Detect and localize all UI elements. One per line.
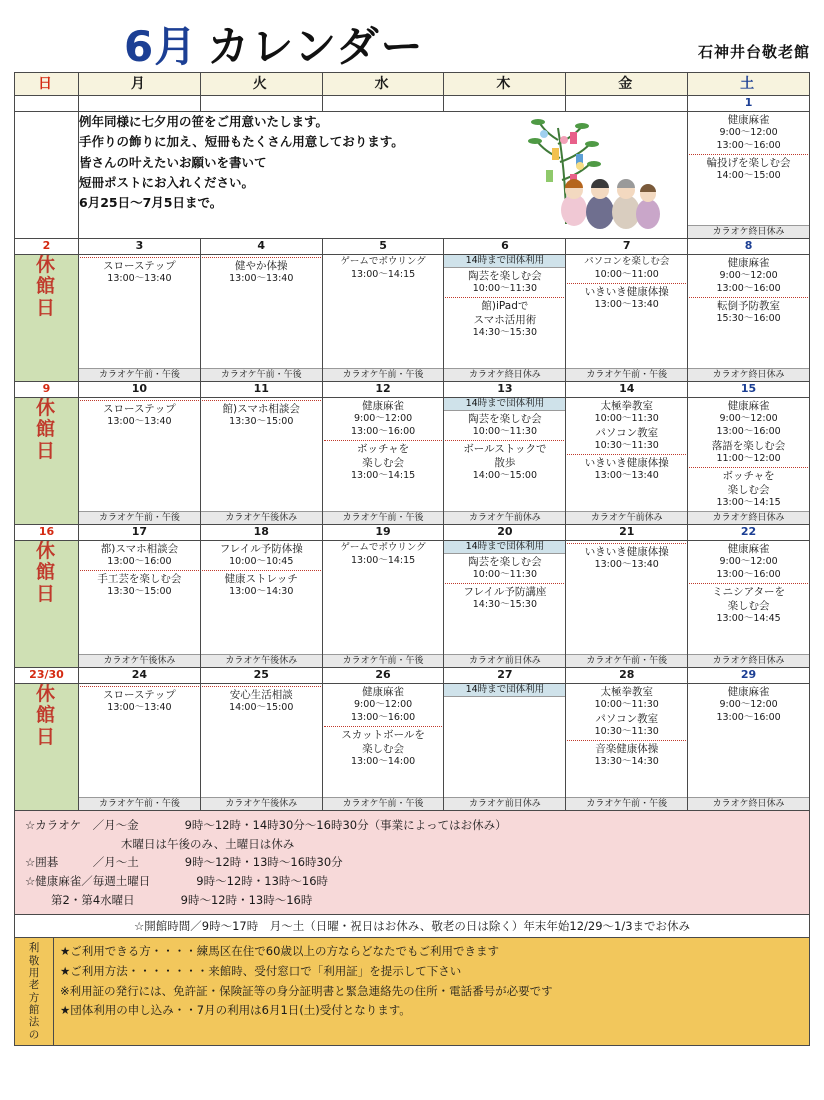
day-events [444,268,565,340]
group-use-banner: 14時まで団体利用 [444,541,565,554]
event-line: いきいき健康体操 [567,543,686,559]
date-number: 8 [688,239,810,255]
dow-tue: 火 [200,73,322,96]
date-number [200,96,322,112]
event-line: パソコン教室 [595,712,659,725]
event-line: 9:00～12:00 [719,556,778,568]
day-cell [322,255,444,382]
side-label-char: 老 [28,979,40,992]
week-content-row [15,112,810,239]
day-events [323,541,444,568]
day-cell [688,684,810,811]
day-cell [200,684,322,811]
usage-lines [54,938,809,1045]
event-line: 散歩 [494,457,516,470]
day-cell [200,255,322,382]
event-line: 太極拳教室 [600,400,653,412]
day-cell [688,398,810,525]
day-events [444,554,565,612]
date-number: 14 [566,382,688,398]
event-line: 音楽健康体操 [567,740,686,756]
karaoke-note: カラオケ終日休み [444,368,565,381]
notice-line: 手作りの飾りに加え、短冊もたくさん用意しております。 [79,134,404,150]
side-label-char: 方 [28,991,40,1004]
event-line: 9:00～12:00 [719,413,778,425]
day-events [323,398,444,483]
event-line: 楽しむ会 [727,599,770,612]
day-cell [444,684,566,811]
event-line: 14:00～15:00 [229,702,294,714]
event-line: パソコンを楽しむ会 [584,256,670,267]
date-number: 7 [566,239,688,255]
date-number: 19 [322,525,444,541]
dow-header-row [15,73,810,96]
date-number: 28 [566,668,688,684]
date-number: 10 [79,382,201,398]
notice-line: 6月25日～7月5日まで。 [79,195,223,210]
calendar-word: カレンダー [207,22,425,71]
day-cell [688,541,810,668]
date-number: 21 [566,525,688,541]
event-line: 14:30～15:30 [472,327,538,339]
event-line: 健康麻雀 [362,686,405,698]
day-events [201,684,322,715]
event-line: 館)iPadで [445,297,564,313]
date-number: 12 [322,382,444,398]
event-line: 楽しむ会 [362,456,405,469]
event-line: 10:00～11:30 [472,569,538,581]
week-number-row [15,525,810,541]
empty-cell [15,112,79,239]
note-value: 9時～12時・13時～16時 [150,873,329,888]
day-events [323,255,444,282]
closed-day-cell: 休 館 日 [15,255,79,382]
notice-line: 例年同様に七夕用の笹をご用意いたします。 [79,114,329,129]
side-label-char: 用 [28,966,40,979]
week-number-row [15,382,810,398]
day-events [688,541,809,626]
event-line: 13:00～16:00 [716,282,781,294]
event-line: 都)スマホ相談会 [100,543,179,555]
event-line: 13:00～14:15 [350,268,416,280]
event-line: スローステップ [80,686,199,702]
event-line: 転倒予防教室 [689,297,808,313]
event-line: 楽しむ会 [362,742,405,755]
event-line: 10:00～11:30 [594,699,659,711]
date-number: 27 [444,668,566,684]
day-cell [566,255,688,382]
week-number-row [15,668,810,684]
note-value: 9時～12時・13時～16時30分 [138,855,343,870]
event-line: スローステップ [80,257,199,273]
event-line: 陶芸を楽しむ会 [468,413,542,425]
event-line: 落語を楽しむ会 [711,439,786,452]
opening-hours-note: ☆開館時間／9時～17時 月～土（日曜・祝日はお休み、敬老の日は除く）年末年始12/29～1/3までお休み [14,915,810,938]
karaoke-note: カラオケ前日休み [444,654,565,667]
event-line: 健康麻雀 [727,400,770,412]
event-line: 太極拳教室 [600,686,653,698]
calendar-table [14,72,810,811]
event-line: フレイル予防講座 [445,583,564,599]
event-line: パソコン教室 [595,426,659,439]
week-number-row [15,96,810,112]
event-line: 13:30～14:30 [594,756,659,768]
event-line: 13:00～16:00 [350,711,416,723]
usage-line: ★ご利用方法・・・・・・・来館時、受付窓口で「利用証」を提示して下さい [60,963,462,978]
group-use-banner: 14時まで団体利用 [444,684,565,697]
karaoke-note: カラオケ午前・午後 [566,368,687,381]
day-events [688,112,809,183]
karaoke-note: カラオケ午前・午後 [323,368,444,381]
week-number-row [15,239,810,255]
date-number: 25 [200,668,322,684]
tanabata-illustration [508,114,683,232]
event-line: 11:00～12:00 [716,452,781,464]
tanabata-notice-cell [79,112,688,239]
day-cell [322,541,444,668]
schedule-note-line [25,891,801,910]
dow-sun: 日 [15,73,79,96]
event-line: スマホ活用術 [473,314,537,327]
event-line: 9:00～12:00 [719,127,778,139]
day-cell [444,398,566,525]
date-number: 29 [688,668,810,684]
karaoke-note: カラオケ終日休み [688,797,809,810]
day-events [444,697,565,698]
event-line: 13:00～16:00 [107,556,172,568]
event-line: 13:00～16:00 [716,425,781,437]
week-content-row [15,398,810,525]
dow-wed: 水 [322,73,444,96]
date-number: 22 [688,525,810,541]
event-line: 13:00～13:40 [229,273,294,285]
event-line: 陶芸を楽しむ会 [468,270,542,282]
side-label-char: 敬 [28,954,40,967]
event-line: 9:00～12:00 [353,699,413,711]
day-events [79,541,200,599]
karaoke-note: カラオケ午前・午後 [79,797,200,810]
day-cell [79,541,201,668]
karaoke-note: カラオケ午前・午後 [566,797,687,810]
usage-side-label [15,938,54,1045]
day-events [79,398,200,429]
date-number-sunday: 2 [15,239,79,255]
notice-line: 皆さんの叶えたいお願いを書いて [79,154,267,170]
event-line: 13:00～16:00 [716,711,781,723]
tanabata-illustration-svg [508,114,683,232]
day-events [323,684,444,769]
day-cell [322,398,444,525]
event-line: 健康麻雀 [727,114,770,126]
date-number-sunday: 16 [15,525,79,541]
date-number: 15 [688,382,810,398]
day-events [688,255,809,326]
karaoke-note: カラオケ午後休み [79,654,200,667]
event-line: 13:00～13:40 [594,470,659,482]
event-line: 14:00～15:00 [716,169,781,181]
day-cell [566,398,688,525]
note-value: 9時～12時・13時～16時 [134,892,313,907]
date-number: 3 [79,239,201,255]
event-line: 13:00～16:00 [716,139,781,151]
side-label-char: の [28,1028,40,1041]
dow-fri: 金 [566,73,688,96]
day-events [201,541,322,599]
day-cell [566,541,688,668]
karaoke-note: カラオケ午後休み [201,797,322,810]
event-line: 13:00～14:30 [229,586,294,598]
event-line: スローステップ [80,400,199,416]
karaoke-note: カラオケ午前・午後 [323,511,444,524]
date-number: 26 [322,668,444,684]
karaoke-note: カラオケ終日休み [688,511,809,524]
date-number-sunday: 9 [15,382,79,398]
event-line: 13:00～13:40 [594,298,659,310]
event-line: 10:30～11:30 [594,440,659,452]
event-line: 健康麻雀 [727,543,770,555]
schedule-note-line [25,872,801,891]
day-cell [688,255,810,382]
event-line: 9:00～12:00 [719,270,778,282]
karaoke-note: カラオケ午前・午後 [79,511,200,524]
group-use-banner: 14時まで団体利用 [444,255,565,268]
event-line: 13:30～15:00 [107,586,172,598]
karaoke-note: カラオケ午前・午後 [79,368,200,381]
week-content-row [15,541,810,668]
event-line: いきいき健康体操 [567,283,686,299]
event-line: 10:00～11:30 [594,413,659,425]
karaoke-note: カラオケ午前休み [566,511,687,524]
karaoke-note: カラオケ午前・午後 [323,797,444,810]
event-line: 14:30～15:30 [472,599,538,611]
day-events [79,684,200,715]
karaoke-note: カラオケ前日休み [444,797,565,810]
closed-day-cell: 休 館 日 [15,541,79,668]
date-number: 20 [444,525,566,541]
event-line: 10:30～11:30 [594,726,659,738]
month-title: 6月 [124,22,198,71]
day-cell [688,112,810,239]
schedule-note-line [25,816,801,835]
schedule-notes [14,811,810,915]
event-line: ボッチャを [324,440,443,456]
date-number [79,96,201,112]
event-line: 13:00～13:40 [107,702,172,714]
event-line: 健康麻雀 [362,400,405,412]
event-line: 13:00～14:15 [716,497,781,509]
closed-day-cell: 休 館 日 [15,398,79,525]
event-line: ミニシアターを [689,583,808,599]
event-line: 安心生活相談 [202,686,321,702]
event-line: 13:00～13:40 [594,559,659,571]
date-number: 4 [200,239,322,255]
day-events [688,684,809,725]
event-line: 陶芸を楽しむ会 [468,556,542,568]
usage-line: ★団体利用の申し込み・・7月の利用は6月1日(土)受付となります。 [60,1003,411,1018]
event-line: ボールストックで [445,440,564,456]
event-line: 手工芸を楽しむ会 [80,570,199,586]
event-line: 13:00～13:40 [107,273,172,285]
day-events [566,398,687,483]
facility-name: 石神井台敬老館 [697,43,810,61]
date-number: 6 [444,239,566,255]
event-line: ゲームでボウリング [340,256,426,267]
event-line: スカットボールを [324,726,443,742]
note-value: 9時～12時・14時30分～16時30分（事業によってはお休み） [138,818,507,832]
day-events [79,255,200,286]
event-line: いきいき健康体操 [567,454,686,470]
closed-day-cell: 休 館 日 [15,684,79,811]
dow-thu: 木 [444,73,566,96]
day-events [566,541,687,572]
date-number-sunday: 23/30 [15,668,79,684]
karaoke-note: カラオケ午前・午後 [323,654,444,667]
day-cell [566,684,688,811]
note-label: 第2・第4水曜日 [51,892,135,907]
event-line: ボッチャを [689,467,808,483]
date-number: 5 [322,239,444,255]
note-label: ☆カラオケ ／月～金 [25,818,139,832]
karaoke-note: カラオケ午後休み [201,654,322,667]
day-cell [79,398,201,525]
event-line: 健やか体操 [202,257,321,273]
day-cell [444,541,566,668]
day-cell [200,541,322,668]
event-line: 13:00～13:40 [107,416,172,428]
note-label: ☆囲碁 ／月～土 [25,855,139,870]
usage-line: ★ご利用できる方・・・・練馬区在住で60歳以上の方ならどなたでもご利用できます [60,944,499,959]
karaoke-note: カラオケ午前・午後 [566,654,687,667]
day-events [444,411,565,483]
day-cell [79,684,201,811]
day-events [688,398,809,510]
event-line: 10:00～11:30 [472,283,538,295]
note-label: ☆健康麻雀／毎週土曜日 [25,873,151,888]
date-number-sunday [15,96,79,112]
event-line: 健康ストレッチ [202,570,321,586]
karaoke-note: カラオケ午後休み [201,511,322,524]
event-line: 館)スマホ相談会 [202,400,321,416]
event-line: 10:00～11:00 [594,268,659,280]
side-label-char: 利 [28,942,40,955]
usage-line: ※利用証の発行には、免許証・保険証等の身分証明書と緊急連絡先の住所・電話番号が必要です [60,983,553,998]
event-line: 13:00～14:15 [350,554,416,566]
week-content-row [15,684,810,811]
event-line: 13:00～16:00 [350,425,416,437]
day-events [566,255,687,312]
event-line: 9:00～12:00 [719,699,778,711]
side-label-char: 法 [28,1016,40,1029]
day-cell [444,255,566,382]
day-cell [322,684,444,811]
day-cell [200,398,322,525]
day-events [201,255,322,286]
usage-box [14,938,810,1046]
karaoke-note: カラオケ終日休み [688,654,809,667]
date-number [322,96,444,112]
event-line: 健康麻雀 [727,686,770,698]
dow-mon: 月 [79,73,201,96]
event-line: 15:30～16:00 [716,312,781,324]
date-number: 1 [688,96,810,112]
day-events [566,684,687,769]
event-line: 14:00～15:00 [472,470,538,482]
date-number [566,96,688,112]
event-line: 13:00～14:00 [350,756,416,768]
event-line: 13:30～15:00 [229,416,294,428]
date-number: 13 [444,382,566,398]
week-content-row [15,255,810,382]
date-number: 17 [79,525,201,541]
date-number: 18 [200,525,322,541]
karaoke-note: カラオケ午前休み [444,511,565,524]
event-line: 10:00～10:45 [229,556,294,568]
page-header [14,10,810,71]
side-label-char: 館 [28,1004,40,1016]
group-use-banner: 14時まで団体利用 [444,398,565,411]
day-cell [79,255,201,382]
event-line: 楽しむ会 [727,483,770,496]
event-line: ゲームでボウリング [340,542,426,553]
event-line: 健康麻雀 [727,257,770,269]
schedule-note-line: 木曜日は午後のみ、土曜日は休み [121,836,295,851]
date-number: 11 [200,382,322,398]
event-line: 9:00～12:00 [353,413,413,425]
day-events [201,398,322,429]
dow-sat: 土 [688,73,810,96]
karaoke-note: カラオケ終日休み [688,368,809,381]
event-line: 13:00～14:15 [350,470,416,482]
notice-line: 短冊ポストにお入れください。 [79,174,255,190]
schedule-note-line [25,853,801,872]
event-line: 10:00～11:30 [472,426,538,438]
event-line: 輪投げを楽しむ会 [689,154,808,170]
event-line: フレイル予防体操 [219,543,303,555]
date-number [444,96,566,112]
event-line: 13:00～14:45 [716,613,781,625]
date-number: 24 [79,668,201,684]
event-line: 13:00～16:00 [716,568,781,580]
karaoke-note: カラオケ終日休み [688,225,809,238]
karaoke-note: カラオケ午前・午後 [201,368,322,381]
